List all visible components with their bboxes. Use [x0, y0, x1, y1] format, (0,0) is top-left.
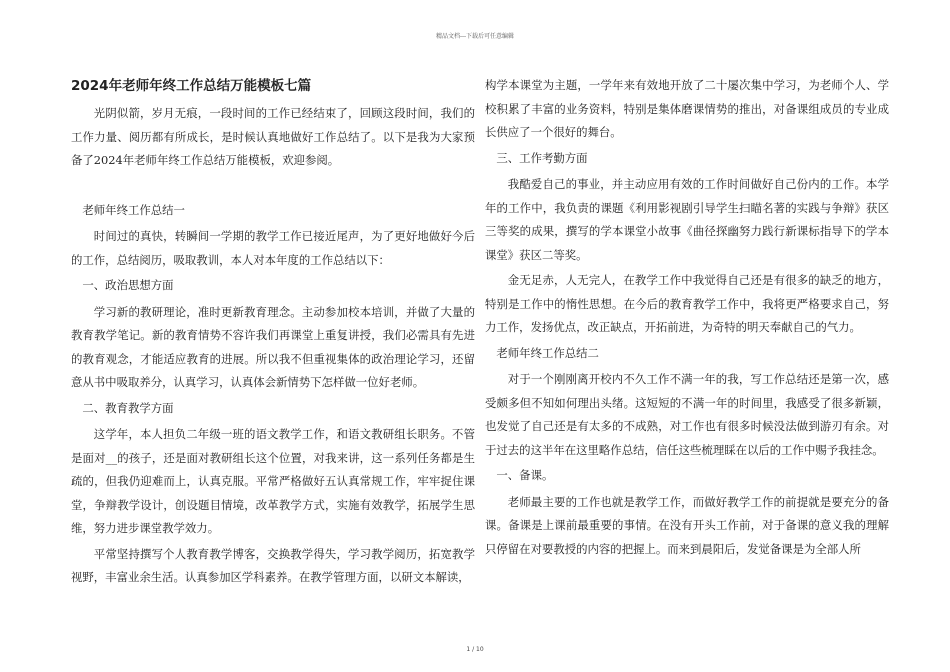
section-subtitle-2: 老师年终工作总结二	[496, 345, 599, 360]
paragraph: 金无足赤，人无完人，在教学工作中我觉得自己还是有很多的缺乏的地方，特别是工作中的惰性思想。在今后的教育教学工作中，我将更严格要求自己，努力工作，发扬优点，改正缺点，开拓前进，为奇特的明天奉献自己的气力。	[485, 273, 889, 334]
right-column	[485, 74, 889, 563]
section-heading: 二、教育教学方面	[82, 400, 174, 415]
page-number: 1 / 10	[466, 646, 484, 653]
spacer	[71, 175, 475, 199]
section-subtitle-1: 老师年终工作总结一	[82, 202, 185, 217]
paragraph: 老师最主要的工作也就是教学工作，而做好教学工作的前提就是要充分的备课。备课是上课前最重要的事情。在没有开头工作前，对于备课的意义我的理解只停留在对要教授的内容的把握上。而来到晨阳后，发觉备课是为全部人所	[485, 494, 889, 556]
section-heading: 三、工作考勤方面	[496, 150, 588, 165]
paragraph-continued: 构学本课堂为主题，一学年来有效地开放了二十屡次集中学习，为老师个人、学校积累了丰富的业务资料，特别是集体磨课情势的推出，对备课组成员的专业成长供应了一个很好的舞台。	[485, 78, 889, 139]
section-heading: 一、备课。	[496, 468, 554, 482]
paragraph: 对于一个刚刚离开校内不久工作不满一年的我，写工作总结还是第一次，感受颇多但不知如何理出头绪。这短短的不满一年的时间里，我感受了很多新颖，也发觉了自己还是有太多的不成熟，对工作也有很多时候没法做到游刃有余。对于过去的这半年在这里略作总结，信任这些梳理睬在以后的工作中赐予我挂念。	[485, 372, 889, 457]
paragraph: 学习新的教研理论，准时更新教育理念。主动参加校本培训，并做了大量的教育教学笔记。新的教育情势不容许我们再课堂上重复讲授，我们必需具有先进的教育观念，才能适应教育的进展。所以我不但重视集体的政治理论学习，还留意从书中吸取养分，认真学习，认真体会新情势下怎样做一位好老师。	[71, 304, 475, 389]
section-heading: 一、政治思想方面	[82, 278, 174, 292]
paragraph: 我酷爱自己的事业，并主动应用有效的工作时间做好自己份内的工作。本学年的工作中，我负责的课题《利用影视剧引导学生扫瞄名著的实践与争辩》获区三等奖的成果，撰写的学本课堂小故事《曲径探幽努力践行新课标指导下的学本课堂》获区二等奖。	[485, 177, 889, 262]
intro-paragraph: 光阴似箭，岁月无痕，一段时间的工作已经结束了，回顾这段时间，我们的工作力量、阅历都有所成长，是时候认真地做好工作总结了。以下是我为大家预备了2024年老师年终工作总结万能模板，欢迎参阅。	[71, 106, 475, 167]
paragraph: 平常坚持撰写个人教育教学博客，交换教学得失，学习教学阅历，拓宽教学视野，丰富业余生活。认真参加区学科素养。在教学管理方面，以研文本解读，	[71, 546, 475, 584]
header-note: 精品文档---下载后可任意编辑	[435, 33, 515, 40]
document-title: 2024年老师年终工作总结万能模板七篇	[71, 78, 312, 94]
left-column	[71, 74, 475, 592]
paragraph: 时间过的真快，转瞬间一学期的教学工作已接近尾声，为了更好地做好今后的工作，总结阅历，吸取教训，本人对本年度的工作总结以下：	[71, 229, 475, 267]
paragraph: 这学年，本人担负二年级一班的语文教学工作，和语文教研组长职务。不管是面对__的孩子，还是面对教研组长这个位置，对我来讲，这一系列任务都是生疏的，但我仍迎难而上，认真克服。平常严格做好五认真常规工作，牢牢捉住课堂，争辩教学设计，创设题目情境，改革教学方式，实施有效教学，拓展学生思维，努力进步课堂教学效力。	[71, 427, 475, 535]
